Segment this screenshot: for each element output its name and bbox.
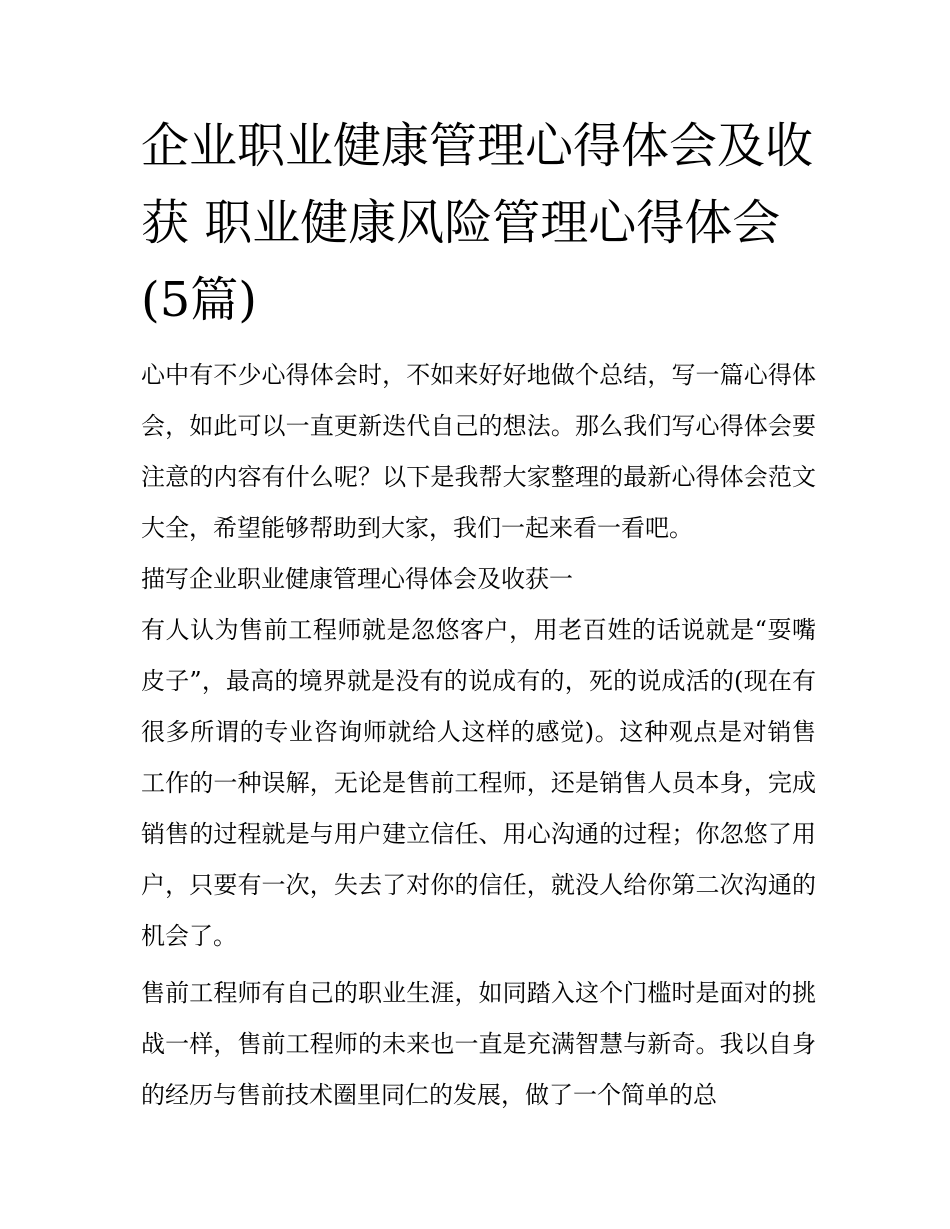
body-paragraph-2: 售前工程师有自己的职业生涯，如同踏入这个门槛时是面对的挑战一样，售前工程师的未来也一直是充满智慧与新奇。我以自身的经历与售前技术圈里同仁的发展，做了一个简单的总 — [141, 979, 816, 1109]
intro-paragraph: 心中有不少心得体会时，不如来好好地做个总结，写一篇心得体会，如此可以一直更新迭代自己的想法。那么我们写心得体会要注意的内容有什么呢？以下是我帮大家整理的最新心得体会范文大全，希望能够帮助到大家，我们一起来看一看吧。 — [141, 361, 816, 542]
section-heading: 描写企业职业健康管理心得体会及收获一 — [141, 565, 573, 593]
body-paragraph-1: 有人认为售前工程师就是忽悠客户，用老百姓的话说就是“耍嘴皮子”，最高的境界就是没有的说成有的，死的说成活的(现在有很多所谓的专业咨询师就给人这样的感觉)。这种观点是对销售工作的一种误解，无论是售前工程师，还是销售人员本身，完成销售的过程就是与用户建立信任、用心沟通的过程；你忽悠了用户，只要有一次，失去了对你的信任，就没人给你第二次沟通的机会了。 — [141, 616, 816, 950]
document-body — [141, 108, 816, 1121]
document-title: 企业职业健康管理心得体会及收获 职业健康风险管理心得体会(5篇) — [141, 118, 814, 328]
